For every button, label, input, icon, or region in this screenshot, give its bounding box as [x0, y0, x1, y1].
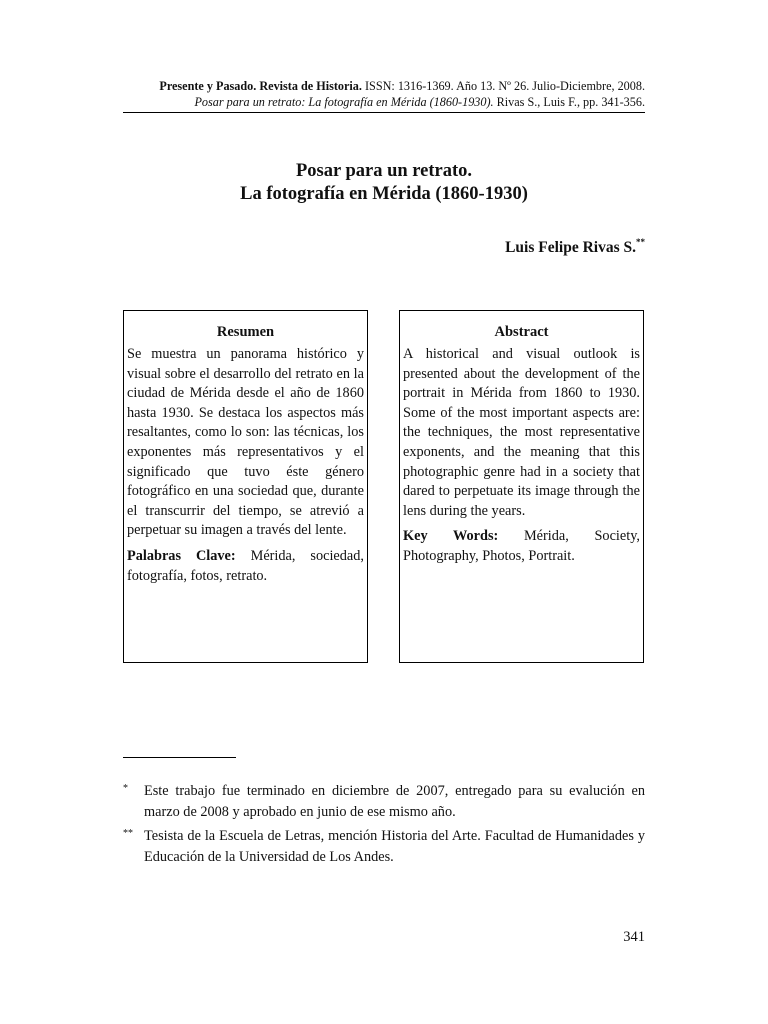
- resumen-box: [123, 310, 368, 663]
- footnote-1-text: Este trabajo fue terminado en diciembre de 2007, entregado para su evalución en marzo de 2008 y aprobado en junio de ese mismo año.: [144, 783, 645, 820]
- journal-name: Presente y Pasado. Revista de Historia.: [159, 79, 362, 93]
- title-line-2: La fotografía en Mérida (1860-1930): [240, 184, 528, 204]
- title-line-1: Posar para un retrato.: [295, 161, 473, 181]
- header-citation-line: [123, 78, 645, 94]
- header-article-title: Posar para un retrato: La fotografía en Mérida (1860-1930).: [194, 95, 494, 109]
- abstract-body: A historical and visual outlook is presented about the development of the portrait in Mérida from 1860 to 1930. Some of the most important aspects are: the techniques, the most representative exponents, and the meaning that this photographic genre had in a society that dared to perpetuate its image through the lens during the years.: [403, 346, 640, 519]
- author-name: Luis Felipe Rivas S.: [505, 239, 636, 256]
- author-note-mark: **: [636, 237, 645, 247]
- resumen-heading: Resumen: [216, 324, 275, 340]
- footnote-1-mark: *: [123, 783, 128, 794]
- abstract-box: [399, 310, 644, 663]
- abstract-keywords: [403, 527, 640, 566]
- abstract-heading: Abstract: [494, 324, 549, 340]
- footnote-2: [123, 826, 645, 868]
- footnote-2-mark: **: [123, 828, 133, 839]
- resumen-keywords: [127, 547, 364, 586]
- header-article-line: [123, 94, 645, 110]
- footnote-1: [123, 781, 645, 823]
- footnote-2-text: Tesista de la Escuela de Letras, mención Historia del Arte. Facultad de Humanidades y Educación de la Universidad de Los Andes.: [144, 828, 645, 865]
- author-line: [505, 239, 645, 257]
- issue-info: ISSN: 1316-1369. Año 13. Nº 26. Julio-Diciembre, 2008.: [364, 79, 645, 93]
- abstract-keywords-label: Key Words:: [403, 528, 499, 545]
- resumen-keywords-list: Mérida, sociedad, fotografía, fotos, retrato.: [127, 547, 364, 584]
- resumen-keywords-label: Palabras Clave:: [127, 547, 236, 564]
- running-header: [123, 78, 645, 113]
- abstract-keywords-list: Mérida, Society, Photography, Photos, Portrait.: [403, 528, 640, 564]
- resumen-body: Se muestra un panorama histórico y visual sobre el desarrollo del retrato en la ciudad de Mérida desde el año de 1860 hasta 1930. Se destaca los aspectos más resaltantes, como lo son: las técnicas, los exponentes más representativos y el significado que tuvo éste género fotográfico en una sociedad que, durante el transcurrir del tiempo, se atrevió a perpetuar su imagen a través del lente.: [127, 346, 364, 539]
- page-number: 341: [623, 929, 645, 945]
- article-title: [123, 160, 645, 206]
- footnote-separator: [123, 757, 236, 758]
- header-article-ref: Rivas S., Luis F., pp. 341-356.: [496, 95, 645, 109]
